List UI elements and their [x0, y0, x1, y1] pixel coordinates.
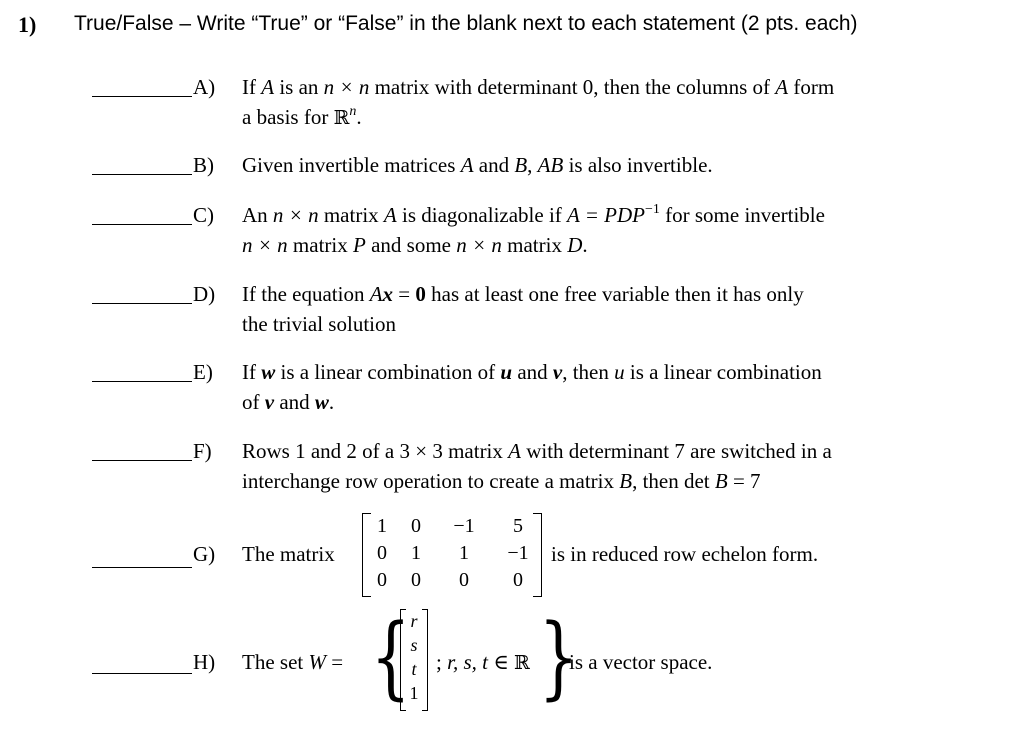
statement-text-prefix: The set W = — [242, 650, 344, 674]
statement-text: If A is an n × n matrix with determinant 0, then the columns of A form a basis for ℝ$^n$. — [242, 75, 835, 129]
answer-blank-h[interactable] — [92, 673, 192, 674]
vector-entry: 1 — [409, 683, 419, 703]
matrix-cell: 0 — [411, 515, 421, 537]
statement-letter: G) — [193, 542, 216, 566]
statement-text-suffix: is in reduced row echelon form. — [551, 542, 819, 566]
right-brace: } — [538, 605, 579, 710]
vector-h — [400, 607, 428, 713]
set-condition: ; r, s, t ∈ ℝ — [436, 650, 530, 674]
answer-blank-c[interactable] — [92, 224, 192, 225]
statement-text: If the equation Ax = 0 has at least one free variable then it has only the trivial solution — [242, 282, 804, 336]
matrix-cell: 0 — [513, 569, 523, 591]
answer-blank-f[interactable] — [92, 460, 192, 461]
matrix-cell: 1 — [377, 515, 387, 537]
matrix-cell: 1 — [459, 542, 469, 564]
matrix-cell: 0 — [377, 542, 387, 564]
matrix-cell: 5 — [513, 515, 523, 537]
matrix-g — [362, 509, 542, 599]
matrix-cell: −1 — [453, 515, 475, 537]
statement-text: If w is a linear combination of u and v, then u is a linear combination of v and w. — [242, 360, 822, 414]
vector-entry: t — [411, 659, 417, 679]
statement-letter: E) — [193, 360, 213, 384]
left-brace: { — [370, 605, 411, 710]
statement-text: Given invertible matrices A and B, AB is also invertible. — [242, 153, 713, 177]
vector-entry: r — [410, 611, 418, 631]
answer-blank-b[interactable] — [92, 174, 192, 175]
answer-blank-e[interactable] — [92, 381, 192, 382]
matrix-cell: 0 — [459, 569, 469, 591]
statement-text: Rows 1 and 2 of a 3 × 3 matrix A with determinant 7 are switched in a interchange row operation to create a matrix B, then det B = 7 — [242, 439, 832, 493]
vector-entry: s — [410, 635, 418, 655]
statement-letter: H) — [193, 650, 216, 674]
matrix-cell: −1 — [507, 542, 529, 564]
answer-blank-g[interactable] — [92, 567, 192, 568]
statement-letter: B) — [193, 153, 214, 177]
answer-blank-a[interactable] — [92, 96, 192, 97]
statement-text: An n × n matrix A is diagonalizable if $A = PDP^{-1}$ for some invertible n × n matrix P and some n × n matrix D. — [242, 202, 825, 257]
statement-text-prefix: The matrix — [242, 542, 335, 566]
question-instructions: True/False – Write “True” or “False” in the blank next to each statement (2 pts. each) — [74, 12, 858, 35]
statement-letter: C) — [193, 203, 214, 227]
statement-letter: D) — [193, 282, 216, 306]
matrix-cell: 0 — [377, 569, 387, 591]
statement-letter: A) — [193, 75, 216, 99]
matrix-cell: 1 — [411, 542, 421, 564]
answer-blank-d[interactable] — [92, 303, 192, 304]
statement-letter: F) — [193, 439, 212, 463]
question-number: 1) — [18, 12, 37, 37]
matrix-cell: 0 — [411, 569, 421, 591]
statement-text-suffix: is a vector space. — [569, 650, 713, 674]
